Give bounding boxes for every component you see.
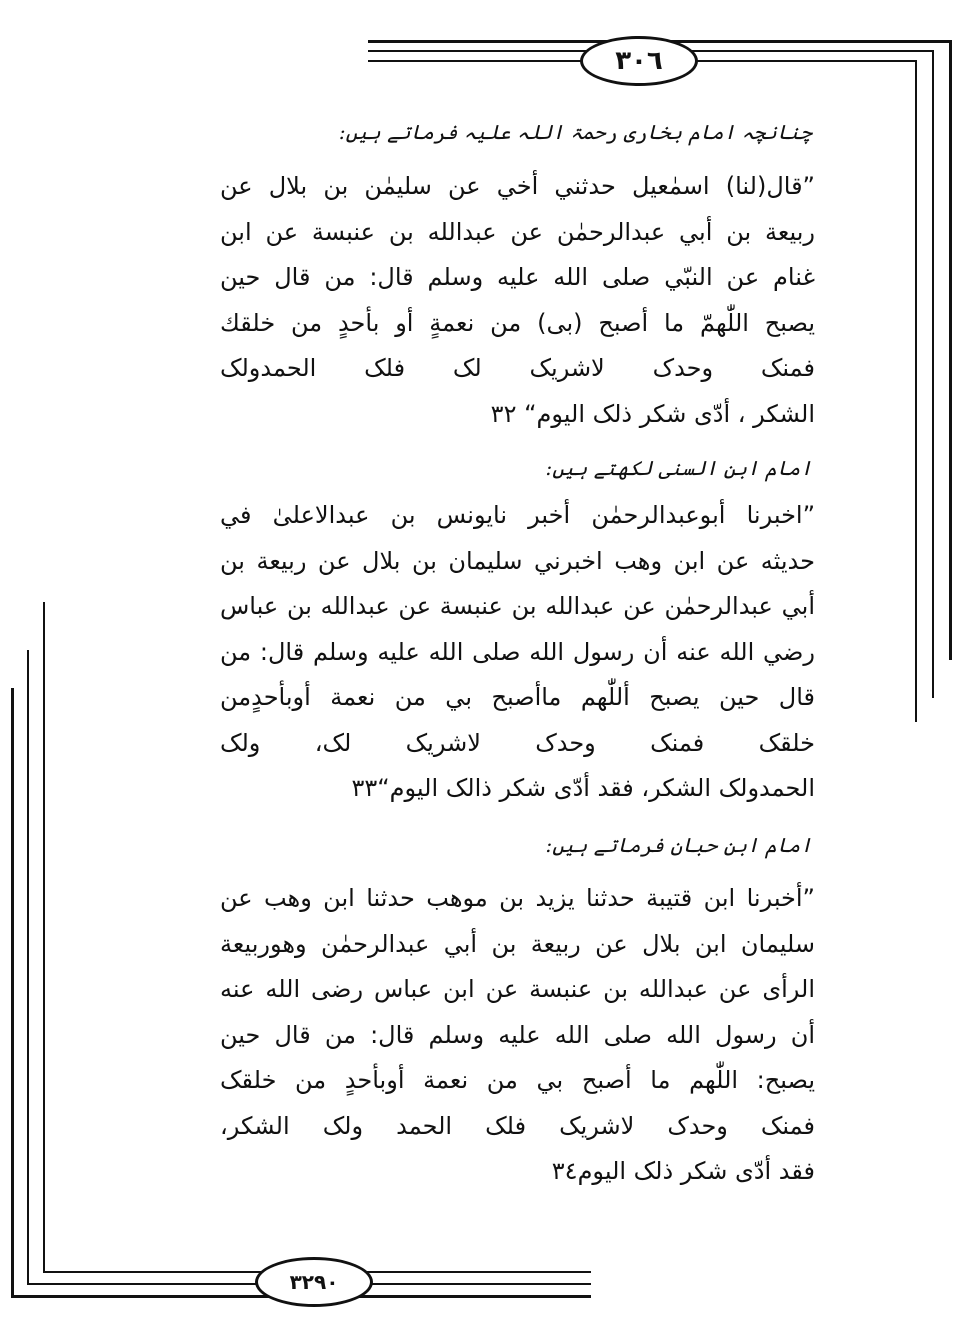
quote-line: خلقک فمنک وحدک لاشريک لک، ولک — [220, 728, 815, 757]
page-number-bottom-text: ٣٢٩٠ — [289, 1270, 339, 1294]
quote-line: فقد أدّى شكر ذلک اليوم٣٤ — [551, 1157, 815, 1185]
frame-line-right-mid — [932, 50, 934, 698]
quote-line: ”أخبرنا ابن قتيبة حدثنا يزيد بن موهب حدثنا ابن وهب عن — [220, 884, 815, 912]
quote-line: ”اخبرنا أبوعبدالرحمٰن أخبر نايونس بن عبدالاعلىٰ في — [220, 501, 815, 529]
page-number-bottom — [255, 1257, 373, 1307]
quote-line: أن رسول الله صلى الله عليه وسلم قال: من قال حين — [220, 1020, 815, 1049]
frame-line-left-mid — [27, 650, 29, 1285]
hadith-quote-ibn-sunni — [220, 493, 815, 812]
quote-line: يصبح اللّٰهمّ ما أصبح (بى) من نعمةٍ أو بأحدٍ من خلقك — [220, 308, 815, 337]
quote-line: قال حين يصبح أللّٰهم ماأصبح بي من نعمة أوبأحدٍمن — [220, 683, 815, 711]
quote-line: غنام عن النبّي صلى الله عليه وسلم قال: من قال حين — [220, 263, 815, 291]
page-number-top-text: ٣٠٦ — [615, 46, 663, 76]
quote-line: الرأى عن عبدالله بن عنبسة عن ابن عباس رضى الله عنه — [220, 975, 815, 1003]
quote-line: أبي عبدالرحمٰن عن عبدالله بن عنبسة عن عبدالله بن عباس — [220, 592, 815, 620]
frame-line-right-inner — [915, 60, 917, 722]
page-number-top — [580, 36, 698, 86]
section-heading-bukhari: چنانچہ امام بخاری رحمۃ اللہ علیہ فرماتے ہیں: — [338, 120, 812, 144]
hadith-quote-ibn-hibban — [220, 876, 815, 1195]
frame-line-left-inner — [43, 602, 45, 1272]
quote-line: سليمان ابن بلال عن ربيعة بن أبي عبدالرحمٰن وهوربيعة — [220, 929, 815, 958]
quote-line: فمنک وحدک لاشريک لک فلک الحمدولک — [220, 354, 815, 382]
frame-line-right-outer — [949, 40, 952, 660]
quote-line: ربيعة بن أبي عبدالرحمٰن عن عبدالله بن عنبسة عن ابن — [220, 217, 815, 246]
quote-line: يصبح: اللّٰهم ما أصبح بي من نعمة أوبأحدٍ من خلقک — [220, 1066, 815, 1094]
quote-line: الشكر ، أدّى شكر ذلک اليوم“ ٣٢ — [490, 399, 815, 428]
hadith-quote-bukhari — [220, 164, 815, 437]
quote-line: فمنک وحدک لاشريک فلک الحمد ولک الشكر، — [220, 1111, 815, 1140]
quote-line: حديثه عن ابن وهب اخبرني سليمان بن بلال عن ربيعة بن — [220, 546, 815, 575]
frame-line-left-outer — [11, 688, 14, 1298]
quote-line: رضي الله عنه أن رسول الله صلى الله عليه وسلم قال: من — [220, 637, 815, 666]
quote-line: الحمدولک الشكر، فقد أدّى شكر ذالک اليوم“٣٣ — [351, 774, 815, 802]
section-heading-ibn-sunni: امام ابن السنی لکھتے ہیں: — [545, 456, 812, 480]
section-heading-ibn-hibban: امام ابن حبان فرماتے ہیں: — [545, 833, 812, 857]
quote-line: ”قال(لنا) اسمٰعيل حدثني أخي عن سليمٰن بن بلال عن — [220, 172, 815, 200]
